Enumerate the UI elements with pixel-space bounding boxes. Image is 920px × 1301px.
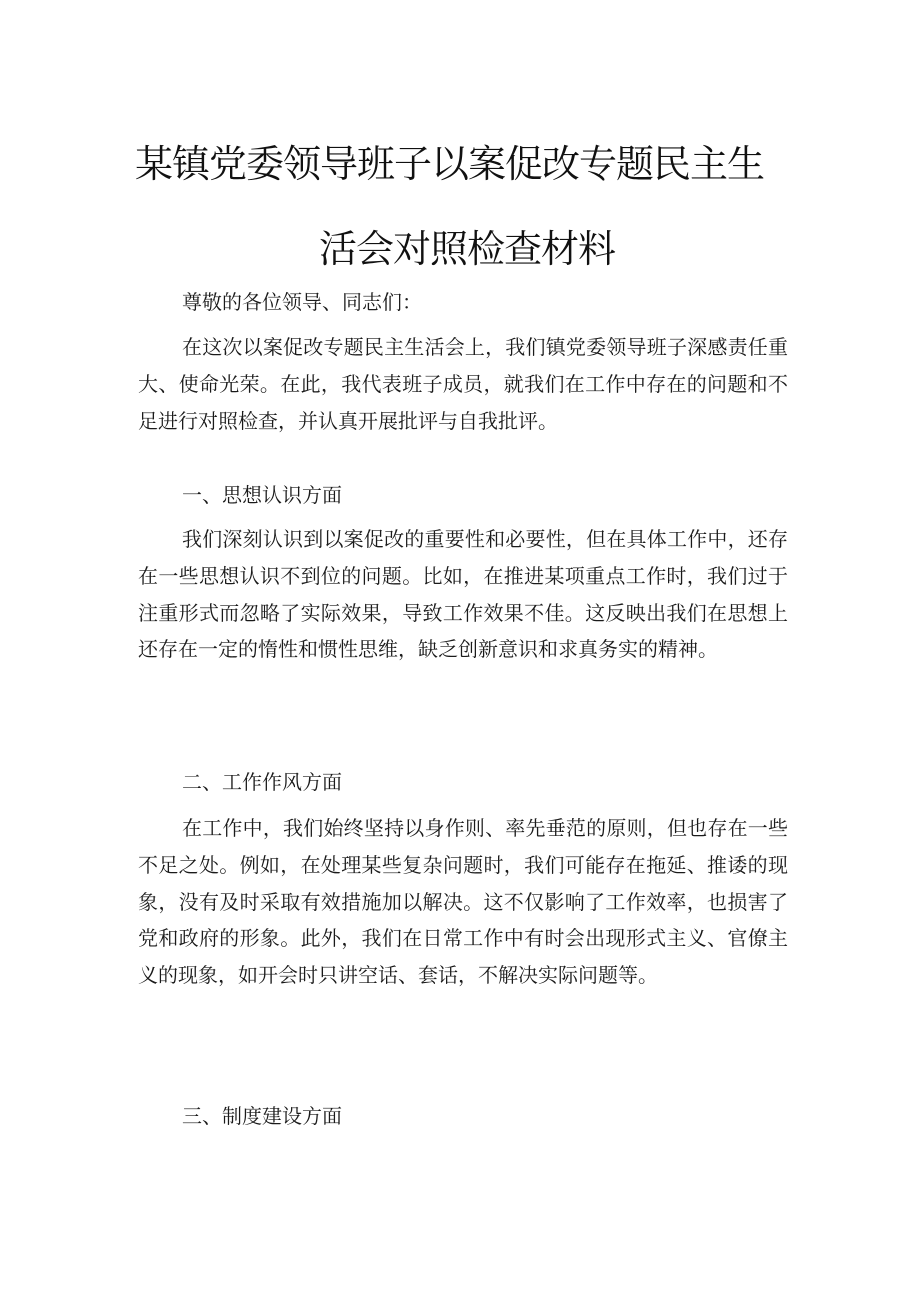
intro-paragraph: 在这次以案促改专题民主生活会上，我们镇党委领导班子深感责任重大、使命光荣。在此，我代表班子成员，就我们在工作中存在的问题和不足进行对照检查，并认真开展批评与自我批评。 <box>138 335 788 433</box>
section-heading-2: 二、工作作风方面 <box>182 770 342 794</box>
section-paragraph-1: 我们深刻认识到以案促改的重要性和必要性，但在具体工作中，还存在一些思想认识不到位的问题。比如，在推进某项重点工作时，我们过于注重形式而忽略了实际效果，导致工作效果不佳。这反映出我们在思想上还存在一定的惰性和惯性思维，缺乏创新意识和求真务实的精神。 <box>138 527 788 662</box>
document-title-line-2: 活会对照检查材料 <box>319 227 616 271</box>
document-title-line-1: 某镇党委领导班子以案促改专题民主生 <box>135 142 765 186</box>
salutation: 尊敬的各位领导、同志们： <box>182 290 422 314</box>
section-paragraph-2: 在工作中，我们始终坚持以身作则、率先垂范的原则，但也存在一些不足之处。例如，在处理某些复杂问题时，我们可能存在拖延、推诿的现象，没有及时采取有效措施加以解决。这不仅影响了工作效率，也损害了党和政府的形象。此外，我们在日常工作中有时会出现形式主义、官僚主义的现象，如开会时只讲空话、套话，不解决实际问题等。 <box>138 816 788 988</box>
section-heading-3: 三、制度建设方面 <box>182 1104 342 1128</box>
section-heading-1: 一、思想认识方面 <box>182 483 342 507</box>
